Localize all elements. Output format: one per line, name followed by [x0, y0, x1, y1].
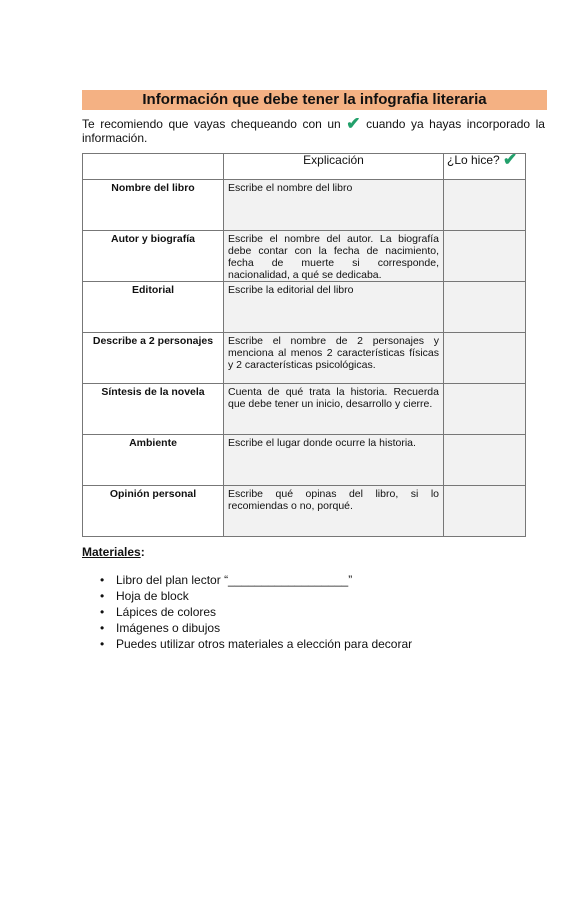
row-label: Nombre del libro	[83, 180, 224, 231]
row-label: Autor y biografía	[83, 231, 224, 282]
row-description: Cuenta de qué trata la historia. Recuerda que debe tener un inicio, desarrollo y cierre.	[224, 384, 444, 435]
intro-text-start: Te recomiendo que vayas chequeando con un	[82, 117, 341, 131]
table-row	[83, 384, 526, 435]
table-row	[83, 435, 526, 486]
row-done-cell[interactable]	[444, 384, 526, 435]
row-done-cell[interactable]	[444, 435, 526, 486]
row-label: Describe a 2 personajes	[83, 333, 224, 384]
row-description: Escribe la editorial del libro	[224, 282, 444, 333]
table-row	[83, 333, 526, 384]
row-done-cell[interactable]	[444, 231, 526, 282]
materials-section	[82, 545, 412, 652]
header-lo-hice-label: ¿Lo hice?	[447, 153, 500, 167]
row-description: Escribe qué opinas del libro, si lo recomiendas o no, porqué.	[224, 486, 444, 537]
intro-paragraph	[82, 114, 545, 145]
table-row	[83, 180, 526, 231]
row-done-cell[interactable]	[444, 282, 526, 333]
checkmark-icon: ✔	[346, 114, 361, 133]
list-item: • Libro del plan lector “__________________”	[82, 572, 412, 588]
row-description: Escribe el nombre de 2 personajes y menciona al menos 2 características físicas y 2 características psicológicas.	[224, 333, 444, 384]
list-item: • Puedes utilizar otros materiales a elección para decorar	[82, 636, 412, 652]
row-done-cell[interactable]	[444, 180, 526, 231]
row-done-cell[interactable]	[444, 333, 526, 384]
materials-heading	[82, 545, 412, 559]
row-description: Escribe el nombre del libro	[224, 180, 444, 231]
row-description: Escribe el nombre del autor. La biografía debe contar con la fecha de nacimiento, fecha de muerte si corresponde, nacionalidad, a qué se dedicaba.	[224, 231, 444, 282]
table-row	[83, 486, 526, 537]
row-label: Opinión personal	[83, 486, 224, 537]
header-item	[83, 154, 224, 180]
row-description: Escribe el lugar donde ocurre la historia.	[224, 435, 444, 486]
row-label: Editorial	[83, 282, 224, 333]
checkmark-icon: ✔	[503, 150, 518, 169]
header-lo-hice	[444, 150, 526, 180]
table-row	[83, 282, 526, 333]
materials-list	[82, 572, 412, 652]
infographic-checklist-table	[82, 150, 526, 537]
header-explicacion: Explicación	[224, 154, 444, 180]
materials-colon: :	[140, 545, 145, 559]
row-label: Ambiente	[83, 435, 224, 486]
list-item: • Lápices de colores	[82, 604, 412, 620]
intro-text-end: cuando ya hayas incorporado la información.	[82, 117, 545, 145]
document-title: Información que debe tener la infografia literaria	[82, 90, 547, 110]
row-done-cell[interactable]	[444, 486, 526, 537]
row-label: Síntesis de la novela	[83, 384, 224, 435]
list-item: • Hoja de block	[82, 588, 412, 604]
materials-title: Materiales	[82, 545, 141, 559]
list-item: • Imágenes o dibujos	[82, 620, 412, 636]
table-header-row	[83, 154, 526, 180]
table-row	[83, 231, 526, 282]
